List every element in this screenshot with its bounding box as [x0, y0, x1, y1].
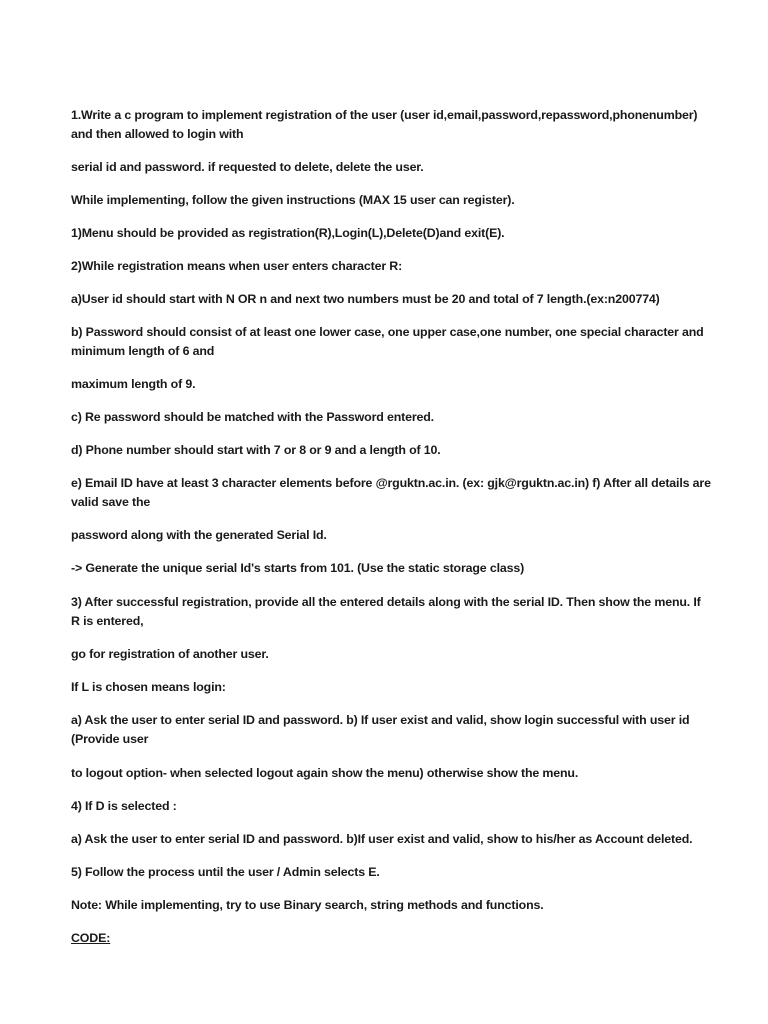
paragraph-user-id-rule: a)User id should start with N OR n and next two numbers must be 20 and total of 7 length.(ex:n200774): [71, 292, 660, 306]
paragraph-instructions: While implementing, follow the given instructions (MAX 15 user can register).: [71, 193, 515, 207]
paragraph-login: If L is chosen means login:: [71, 680, 226, 694]
paragraph-save-password: password along with the generated Serial Id.: [71, 528, 327, 542]
paragraph-password-length: maximum length of 9.: [71, 377, 196, 391]
paragraph-login-steps: a) Ask the user to enter serial ID and password. b) If user exist and valid, show login successful with user id (Provide user: [71, 713, 690, 746]
paragraph-repassword-rule: c) Re password should be matched with the Password entered.: [71, 410, 434, 424]
paragraph-after-registration: 3) After successful registration, provide all the entered details along with the serial ID. Then show the menu. If R is entered,: [71, 595, 701, 628]
paragraph-delete-note: serial id and password. if requested to delete, delete the user.: [71, 160, 424, 174]
code-heading: CODE:: [71, 931, 111, 945]
paragraph-delete-selected: 4) If D is selected :: [71, 799, 177, 813]
paragraph-password-rule: b) Password should consist of at least one lower case, one upper case,one number, one special character and minimum length of 6 and: [71, 325, 704, 358]
paragraph-phone-rule: d) Phone number should start with 7 or 8 or 9 and a length of 10.: [71, 443, 441, 457]
paragraph-logout: to logout option- when selected logout again show the menu) otherwise show the menu.: [71, 766, 579, 780]
paragraph-menu: 1)Menu should be provided as registration(R),Login(L),Delete(D)and exit(E).: [71, 226, 505, 240]
paragraph-registration: 2)While registration means when user enters character R:: [71, 259, 403, 273]
paragraph-task-intro: 1.Write a c program to implement registration of the user (user id,email,password,repassword,phonenumber) and then allowed to login with: [71, 108, 698, 141]
paragraph-exit: 5) Follow the process until the user / Admin selects E.: [71, 865, 380, 879]
paragraph-serial-id: -> Generate the unique serial Id's starts from 101. (Use the static storage class): [71, 561, 525, 575]
paragraph-another-user: go for registration of another user.: [71, 647, 269, 661]
paragraph-delete-steps: a) Ask the user to enter serial ID and password. b)If user exist and valid, show to his/her as Account deleted.: [71, 832, 693, 846]
paragraph-email-rule: e) Email ID have at least 3 character elements before @rguktn.ac.in. (ex: gjk@rguktn.ac.in) f) After all details are valid save the: [71, 476, 711, 509]
paragraph-note: Note: While implementing, try to use Binary search, string methods and functions.: [71, 898, 544, 912]
